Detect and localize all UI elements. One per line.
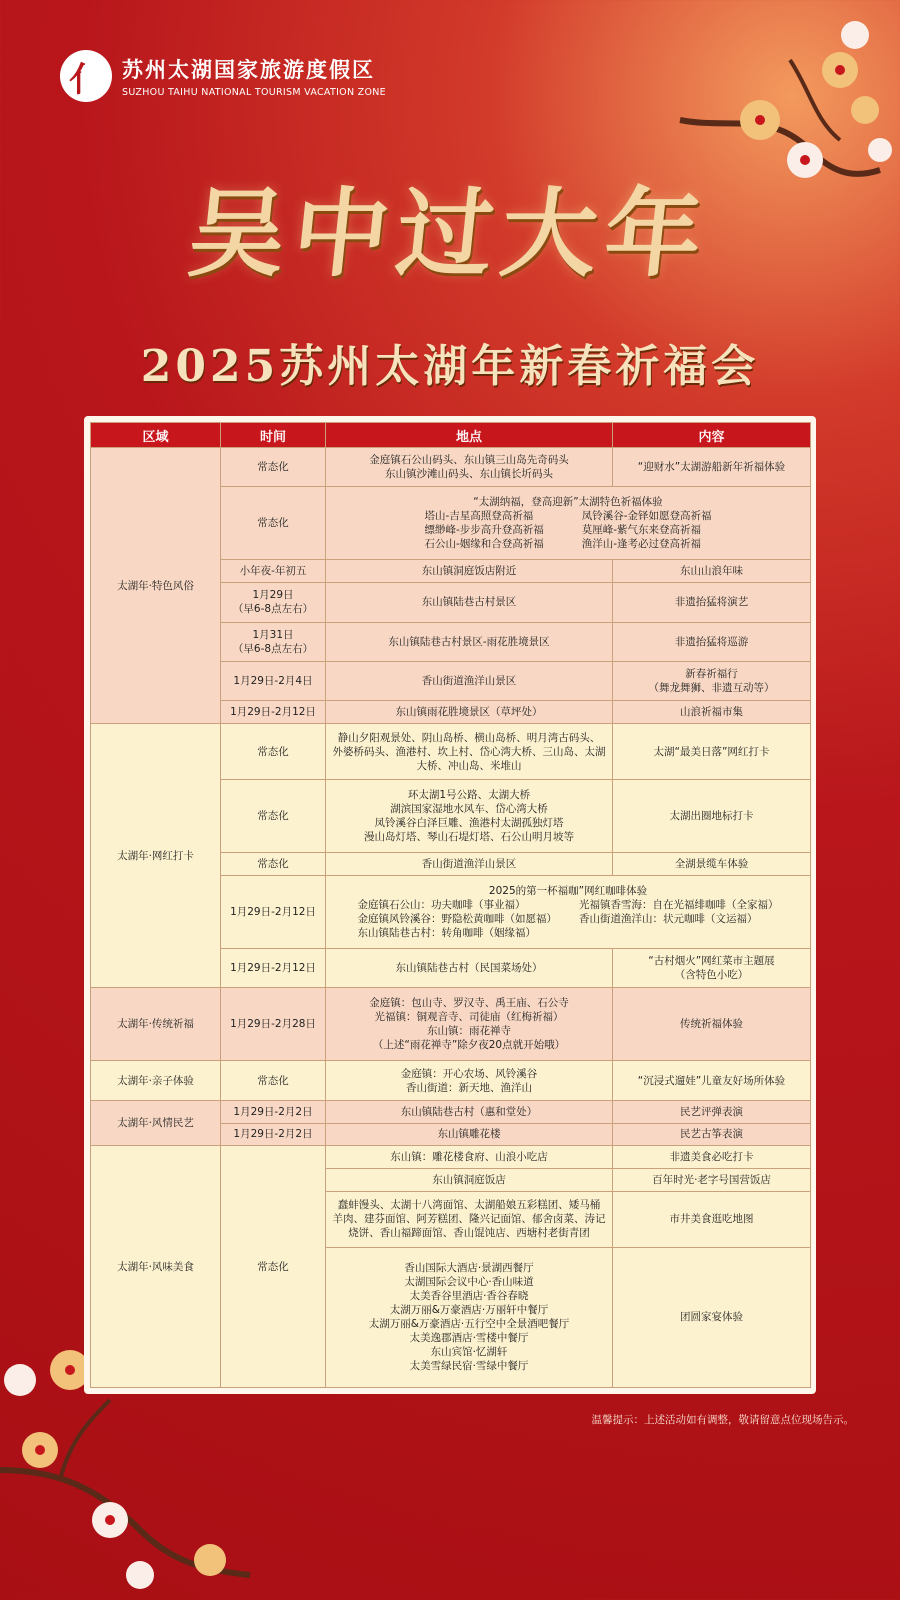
place-cell: 东山镇陆巷古村（惠和堂处） [326, 1100, 613, 1123]
place-line: 东山镇陆巷古村：转角咖啡（姻缘福） [357, 927, 536, 940]
place-line: 金庭镇：开心农场、风铃溪谷 [400, 1067, 538, 1080]
schedule-panel [84, 416, 816, 1394]
time-line: 1月29日 [252, 589, 294, 602]
place-line: 凤铃溪谷白泽巨雕、渔港村太湖孤独灯塔 [374, 817, 564, 830]
table-row [91, 988, 811, 1061]
time-cell: 1月29日-2月4日 [221, 662, 326, 701]
content-cell: 百年时光·老字号国营饭店 [613, 1168, 811, 1191]
place-line: 静山夕阳观景处、阴山岛桥、横山岛桥、明月湾古码头、 [337, 731, 601, 744]
column-header-content: 内容 [613, 423, 811, 448]
content-cell: 太湖出圈地标打卡 [613, 780, 811, 853]
place-line: 香山街道渔洋山：状元咖啡（文运福） [579, 913, 758, 926]
time-line: （早6-8点左右） [232, 642, 314, 655]
region-cell: 太湖年·传统祈福 [91, 988, 221, 1061]
place-line: 东山镇：雨花禅寺 [427, 1025, 511, 1038]
place-cell: 香山街道渔洋山景区 [326, 662, 613, 701]
table-header-row [91, 423, 811, 448]
time-cell: 1月29日-2月2日 [221, 1100, 326, 1123]
content-line: （含特色小吃） [674, 969, 749, 982]
time-cell [221, 583, 326, 622]
column-header-place: 地点 [326, 423, 613, 448]
place-cell: 香山街道渔洋山景区 [326, 853, 613, 876]
content-cell: 东山山浪年味 [613, 560, 811, 583]
time-line: 1月31日 [252, 628, 294, 641]
place-cell [326, 780, 613, 853]
region-cell: 太湖年·网红打卡 [91, 724, 221, 988]
place-line: 渔洋山-逢考必过登高祈福 [581, 538, 702, 551]
place-line: 太湖万丽&万豪酒店·五行空中全景酒吧餐厅 [368, 1318, 570, 1331]
schedule-table [90, 422, 811, 1388]
place-cell: 东山镇：雕花楼食府、山浪小吃店 [326, 1146, 613, 1169]
place-line: 太湖国际会议中心·香山味道 [404, 1276, 534, 1289]
place-line: 太湖万丽&万豪酒店·万丽轩中餐厅 [389, 1304, 549, 1317]
region-cell: 太湖年·亲子体验 [91, 1061, 221, 1100]
table-row [91, 1146, 811, 1169]
time-cell: 1月29日-2月28日 [221, 988, 326, 1061]
content-cell [613, 662, 811, 701]
time-cell: 常态化 [221, 853, 326, 876]
place-line: 太美香谷里酒店·香谷春晓 [409, 1290, 529, 1303]
content-cell: 非遗美食必吃打卡 [613, 1146, 811, 1169]
brand-logo [60, 50, 386, 102]
place-line: 太美雪绿民宿·雪绿中餐厅 [409, 1360, 529, 1373]
place-cell [326, 724, 613, 780]
content-cell: 团圆家宴体验 [613, 1247, 811, 1387]
region-cell: 太湖年·风味美食 [91, 1146, 221, 1388]
content-cell: 市井美食逛吃地图 [613, 1191, 811, 1247]
table-row [91, 1100, 811, 1123]
place-line: 东山镇沙滩山码头、东山镇长圻码头 [385, 468, 553, 481]
place-cell: 东山镇雕花楼 [326, 1123, 613, 1146]
place-line: 缥缈峰-步步高升登高祈福 [424, 524, 544, 537]
time-cell: 常态化 [221, 487, 326, 560]
content-cell: 山浪祈福市集 [613, 701, 811, 724]
content-line: 新春祈福行 [685, 668, 738, 681]
place-cell: 东山镇陆巷古村景区-雨花胜境景区 [326, 622, 613, 661]
column-header-region: 区域 [91, 423, 221, 448]
place-cell-wide [326, 876, 811, 949]
time-cell: 1月29日-2月2日 [221, 1123, 326, 1146]
place-line: 环太湖1号公路、太湖大桥 [407, 789, 531, 802]
column-header-time: 时间 [221, 423, 326, 448]
place-line: 蠢蚌馒头、太湖十八湾面馆、太湖船娘五彩糕团、矮马桶 [337, 1199, 601, 1212]
table-row [91, 448, 811, 487]
content-cell: 民艺评弹表演 [613, 1100, 811, 1123]
place-line: 大桥、冲山岛、米堆山 [416, 759, 522, 772]
place-line: 湖滨国家湿地水风车、岱心湾大桥 [390, 803, 548, 816]
place-line: 东山宾馆·忆湖轩 [430, 1346, 508, 1359]
time-cell [221, 622, 326, 661]
place-cell [326, 1061, 613, 1100]
poster-subtitle: 2025苏州太湖年新春祈福会 [140, 341, 760, 392]
content-cell: 非遗抬猛将巡游 [613, 622, 811, 661]
time-cell: 1月29日-2月12日 [221, 701, 326, 724]
place-cell: 东山镇陆巷古村（民国菜场处） [326, 948, 613, 987]
content-cell [613, 948, 811, 987]
place-line: 香山街道：新天地、渔洋山 [406, 1081, 532, 1094]
place-line: 羊肉、建芬面馆、阿芳糕团、隆兴记面馆、郁舍卤菜、涛记 [332, 1213, 606, 1226]
place-line: 烧饼、香山福蹄面馆、香山馄饨店、西塘村老街青团 [348, 1227, 590, 1240]
place-cell: 东山镇洞庭饭店附近 [326, 560, 613, 583]
content-cell: “迎财水”太湖游船新年祈福体验 [613, 448, 811, 487]
time-cell: 常态化 [221, 1146, 326, 1388]
place-line: 金庭镇石公山：功夫咖啡（事业福） [357, 899, 526, 912]
content-line: “古村烟火”网红菜市主题展 [648, 955, 775, 968]
place-cell [326, 1191, 613, 1247]
place-line: 漫山岛灯塔、琴山石堤灯塔、石公山明月坡等 [364, 831, 574, 844]
place-line: 金庭镇石公山码头、东山镇三山岛先奇码头 [369, 454, 569, 467]
place-line: 光福镇：铜观音寺、司徒庙（红梅祈福） [374, 1011, 564, 1024]
place-cell [326, 448, 613, 487]
time-cell: 常态化 [221, 448, 326, 487]
place-line: 金庭镇风铃溪谷：野隐松黄咖啡（如愿福） [357, 913, 557, 926]
content-cell: 传统祈福体验 [613, 988, 811, 1061]
place-line: 石公山-姻缘和合登高祈福 [424, 538, 544, 551]
logo-name-cn: 苏州太湖国家旅游度假区 [122, 58, 375, 82]
region-cell: 太湖年·特色风俗 [91, 448, 221, 724]
place-line: 外婆桥码头、渔港村、坎上村、岱心湾大桥、三山岛、太湖 [332, 745, 606, 758]
time-cell: 常态化 [221, 1061, 326, 1100]
time-cell: 1月29日-2月12日 [221, 876, 326, 949]
content-cell: 非遗抬猛将演艺 [613, 583, 811, 622]
content-cell: 民艺古筝表演 [613, 1123, 811, 1146]
place-line: 光福镇香雪海：自在光福绯咖啡（全家福） [579, 899, 779, 912]
place-cell: 东山镇陆巷古村景区 [326, 583, 613, 622]
region-cell: 太湖年·风情民艺 [91, 1100, 221, 1145]
logo-mark-icon: 亻 [60, 50, 112, 102]
time-cell: 小年夜-年初五 [221, 560, 326, 583]
place-line: 塔山-吉星高照登高祈福 [424, 510, 534, 523]
place-title: 2025的第一杯福咖”网红咖啡体验 [488, 885, 648, 898]
time-cell: 1月29日-2月12日 [221, 948, 326, 987]
place-cell-wide [326, 487, 811, 560]
table-row [91, 724, 811, 780]
place-cell [326, 988, 613, 1061]
place-line: 莫厘峰-紫气东来登高祈福 [581, 524, 702, 537]
place-line: 香山国际大酒店·景湖西餐厅 [404, 1262, 534, 1275]
time-cell: 常态化 [221, 780, 326, 853]
content-cell: 太湖“最美日落”网红打卡 [613, 724, 811, 780]
place-line: 太美逸郡酒店·雪楼中餐厅 [409, 1332, 529, 1345]
place-line: 凤铃溪谷-金铎如愿登高祈福 [581, 510, 712, 523]
logo-name-en: SUZHOU TAIHU NATIONAL TOURISM VACATION ZONE [122, 87, 386, 98]
place-cell [326, 1247, 613, 1387]
content-line: （舞龙舞狮、非遗互动等） [648, 682, 775, 695]
place-cell: 东山镇雨花胜境景区（草坪处） [326, 701, 613, 724]
table-row [91, 1061, 811, 1100]
place-cell: 东山镇洞庭饭店 [326, 1168, 613, 1191]
place-line: （上述“雨花禅寺”除夕夜20点就开始哦） [372, 1039, 566, 1052]
time-cell: 常态化 [221, 724, 326, 780]
content-cell: “沉浸式遛娃”儿童友好场所体验 [613, 1061, 811, 1100]
content-cell: 全湖景缆车体验 [613, 853, 811, 876]
time-line: （早6-8点左右） [232, 603, 314, 616]
place-line: 金庭镇：包山寺、罗汉寺、禹王庙、石公寺 [369, 997, 569, 1010]
poster-title: 吴中过大年 [183, 177, 716, 290]
footer-note: 温馨提示：上述活动如有调整，敬请留意点位现场告示。 [591, 1414, 854, 1426]
place-title: “太湖纳福，登高迎新”太湖特色祈福体验 [473, 496, 663, 509]
